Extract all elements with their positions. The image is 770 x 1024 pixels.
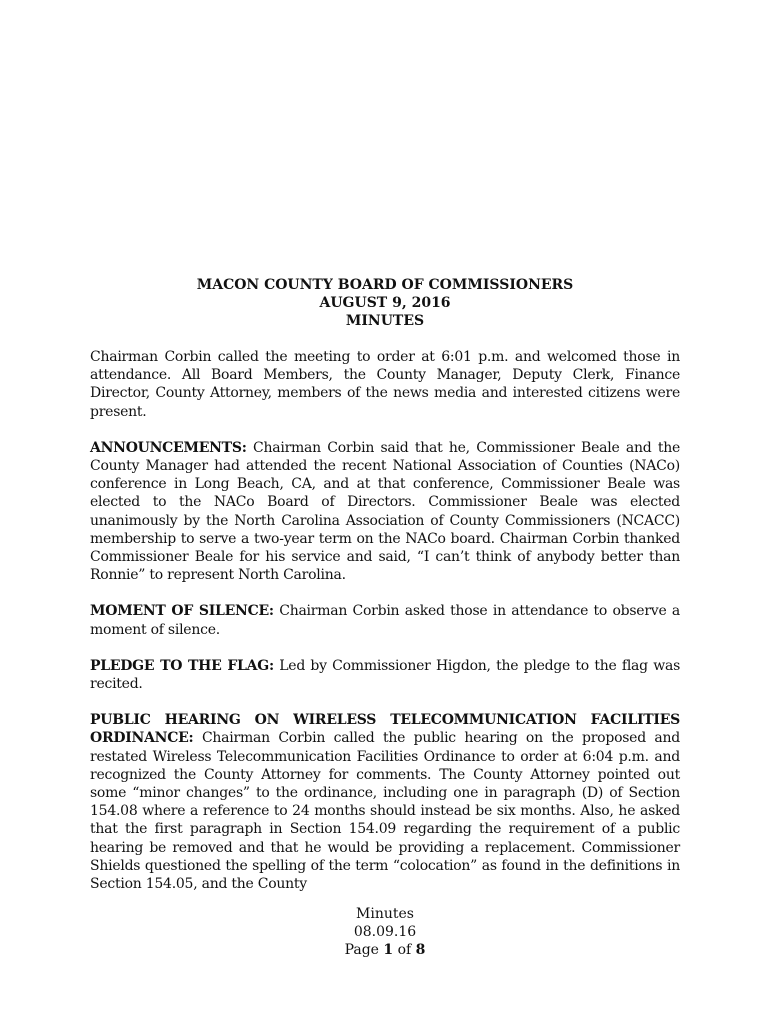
paragraph-text: Chairman Corbin said that he, Commissioner Beale and the County Manager had attended the recent National Association of Counties (NACo) conference in Long Beach, CA, and at that conference, Commissioner Beale was elected to the NACo Board of Directors. Commissioner Beale was elected unanimously by the North Carolina Association of County Commissioners (NCACC) membership to serve a two-year term on the NACo board. Chairman Corbin thanked Commissioner Beale for his service and said, “I can’t think of anybody better than Ronnie” to represent North Carolina.: [90, 439, 680, 584]
paragraph-text: Chairman Corbin called the public hearing on the proposed and restated Wireless Telecommunication Facilities Ordinance to order at 6:04 p.m. and recognized the County Attorney for comments. The County Attorney pointed out some “minor changes” to the ordinance, including one in paragraph (D) of Section 154.08 where a reference to 24 months should instead be six months. Also, he asked that the first paragraph in Section 154.09 regarding the requirement of a public hearing be removed and that he would be providing a replacement. Commissioner Shields questioned the spelling of the term “colocation” as found in the definitions in Section 154.05, and the County: [90, 730, 680, 893]
page-number: [0, 941, 770, 959]
paragraph-heading: MOMENT OF SILENCE:: [90, 603, 274, 620]
header-date: AUGUST 9, 2016: [319, 295, 451, 311]
paragraph-heading: PLEDGE TO THE FLAG:: [90, 657, 274, 674]
pledge-paragraph: [90, 657, 680, 693]
footer-date: 08.09.16: [353, 924, 417, 940]
header-doc-type: MINUTES: [345, 313, 425, 329]
minutes-body: [90, 348, 680, 911]
document-header: [90, 276, 680, 330]
paragraph-text: Chairman Corbin called the meeting to order at 6:01 p.m. and welcomed those in attendance. All Board Members, the County Manager, Deputy Clerk, Finance Director, County Attorney, members of the news media and interested citizens were present.: [90, 349, 680, 420]
public-hearing-paragraph: [90, 711, 680, 893]
paragraph-heading: PUBLIC HEARING ON WIRELESS TELECOMMUNICATION FACILITIES ORDINANCE:: [90, 712, 680, 747]
footer-label: Minutes: [356, 906, 414, 922]
paragraph-heading: ANNOUNCEMENTS:: [90, 439, 247, 456]
page-prefix: Page: [344, 942, 384, 958]
opening-paragraph: [90, 348, 680, 421]
paragraph-text: Led by Commissioner Higdon, the pledge to the flag was recited.: [90, 657, 680, 693]
page-footer: [0, 905, 770, 959]
page-current: 1: [383, 942, 394, 958]
page-total: 8: [415, 942, 426, 958]
header-organization: MACON COUNTY BOARD OF COMMISSIONERS: [196, 277, 574, 293]
page-of: of: [393, 942, 416, 958]
moment-of-silence-paragraph: [90, 602, 680, 638]
paragraph-text: Chairman Corbin asked those in attendance to observe a moment of silence.: [90, 603, 680, 638]
announcements-paragraph: [90, 439, 680, 585]
